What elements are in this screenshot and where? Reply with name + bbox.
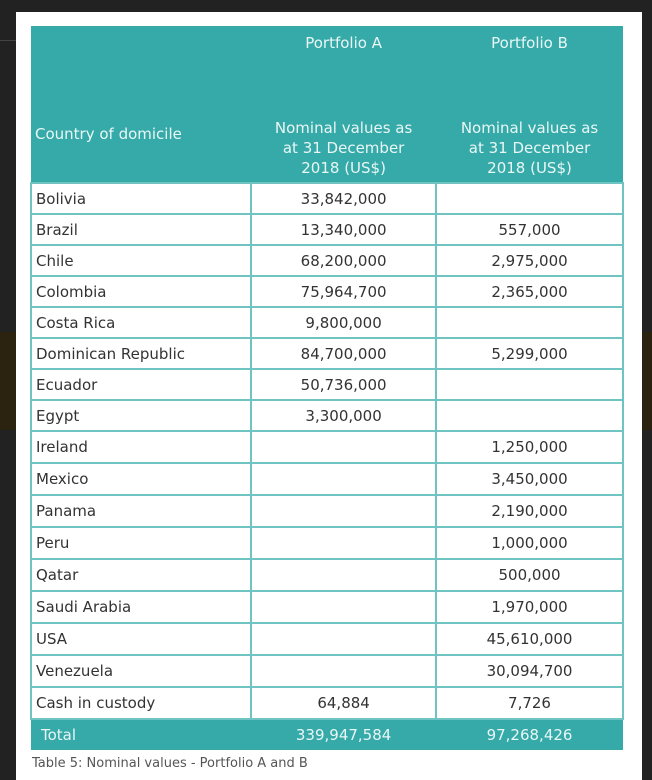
portfolio-a-cell: 64,884 <box>251 687 436 719</box>
country-cell: Ireland <box>31 431 251 463</box>
header-sub-a-line: at 31 December <box>282 139 405 157</box>
portfolio-b-cell: 1,970,000 <box>436 591 623 623</box>
country-cell: Peru <box>31 527 251 559</box>
portfolio-a-cell: 50,736,000 <box>251 369 436 400</box>
portfolio-b-cell: 45,610,000 <box>436 623 623 655</box>
header-portfolio-a: Portfolio A <box>251 26 436 60</box>
country-cell: USA <box>31 623 251 655</box>
portfolio-a-cell <box>251 463 436 495</box>
portfolio-a-cell: 13,340,000 <box>251 214 436 245</box>
portfolio-b-cell: 2,975,000 <box>436 245 623 276</box>
table-row <box>31 527 623 559</box>
portfolio-a-cell <box>251 527 436 559</box>
country-cell: Saudi Arabia <box>31 591 251 623</box>
portfolio-b-cell: 1,250,000 <box>436 431 623 463</box>
table-caption: Table 5: Nominal values - Portfolio A and B <box>32 756 308 771</box>
table-row <box>31 214 623 245</box>
table-row <box>31 655 623 687</box>
country-cell: Colombia <box>31 276 251 307</box>
header-portfolio-b: Portfolio B <box>436 26 623 60</box>
header-sub-b-line: Nominal values as <box>460 119 599 137</box>
portfolio-a-cell: 75,964,700 <box>251 276 436 307</box>
table-row <box>31 183 623 214</box>
table-row <box>31 400 623 431</box>
portfolio-b-cell: 557,000 <box>436 214 623 245</box>
header-sub-a-line: Nominal values as <box>274 119 413 137</box>
background-banner-right <box>642 332 652 430</box>
country-cell: Dominican Republic <box>31 338 251 369</box>
header-sub-a <box>251 60 436 183</box>
background-banner <box>0 332 16 430</box>
header-sub-b-line: at 31 December <box>468 139 591 157</box>
portfolio-b-cell: 5,299,000 <box>436 338 623 369</box>
portfolio-b-cell: 3,450,000 <box>436 463 623 495</box>
country-cell: Panama <box>31 495 251 527</box>
portfolio-b-cell: 30,094,700 <box>436 655 623 687</box>
header-sub-b-line: 2018 (US$) <box>487 159 572 177</box>
country-cell: Chile <box>31 245 251 276</box>
country-cell: Costa Rica <box>31 307 251 338</box>
portfolio-b-cell <box>436 183 623 214</box>
country-cell: Bolivia <box>31 183 251 214</box>
portfolio-b-cell <box>436 307 623 338</box>
portfolio-b-cell: 7,726 <box>436 687 623 719</box>
country-cell: Qatar <box>31 559 251 591</box>
portfolio-a-cell <box>251 495 436 527</box>
country-cell: Venezuela <box>31 655 251 687</box>
portfolio-a-cell: 68,200,000 <box>251 245 436 276</box>
portfolio-b-cell: 1,000,000 <box>436 527 623 559</box>
table-row <box>31 559 623 591</box>
portfolio-a-cell: 33,842,000 <box>251 183 436 214</box>
table-row <box>31 338 623 369</box>
portfolio-a-cell <box>251 559 436 591</box>
country-cell: Brazil <box>31 214 251 245</box>
portfolio-a-cell <box>251 655 436 687</box>
country-cell: Ecuador <box>31 369 251 400</box>
header-sub-b <box>436 60 623 183</box>
portfolio-a-cell: 84,700,000 <box>251 338 436 369</box>
nominal-values-table <box>30 26 624 750</box>
portfolio-b-cell <box>436 369 623 400</box>
table-row <box>31 463 623 495</box>
portfolio-a-cell: 9,800,000 <box>251 307 436 338</box>
table-row <box>31 307 623 338</box>
table-row <box>31 431 623 463</box>
country-cell: Cash in custody <box>31 687 251 719</box>
portfolio-a-cell <box>251 623 436 655</box>
total-row <box>31 719 623 750</box>
portfolio-b-cell: 500,000 <box>436 559 623 591</box>
portfolio-a-cell: 3,300,000 <box>251 400 436 431</box>
country-cell: Mexico <box>31 463 251 495</box>
total-label: Total <box>31 719 251 750</box>
table-row <box>31 623 623 655</box>
portfolio-b-cell: 2,365,000 <box>436 276 623 307</box>
portfolio-b-cell <box>436 400 623 431</box>
table-row <box>31 245 623 276</box>
table-row <box>31 687 623 719</box>
country-cell: Egypt <box>31 400 251 431</box>
header-empty <box>31 26 251 60</box>
total-a: 339,947,584 <box>251 719 436 750</box>
table-row <box>31 495 623 527</box>
portfolio-b-cell: 2,190,000 <box>436 495 623 527</box>
header-sub-a-line: 2018 (US$) <box>301 159 386 177</box>
portfolio-a-cell <box>251 591 436 623</box>
table-row <box>31 591 623 623</box>
table-row <box>31 276 623 307</box>
portfolio-a-cell <box>251 431 436 463</box>
image-lightbox[interactable] <box>16 12 642 780</box>
table-row <box>31 369 623 400</box>
background-divider <box>0 40 16 41</box>
header-country: Country of domicile <box>31 60 251 183</box>
total-b: 97,268,426 <box>436 719 623 750</box>
